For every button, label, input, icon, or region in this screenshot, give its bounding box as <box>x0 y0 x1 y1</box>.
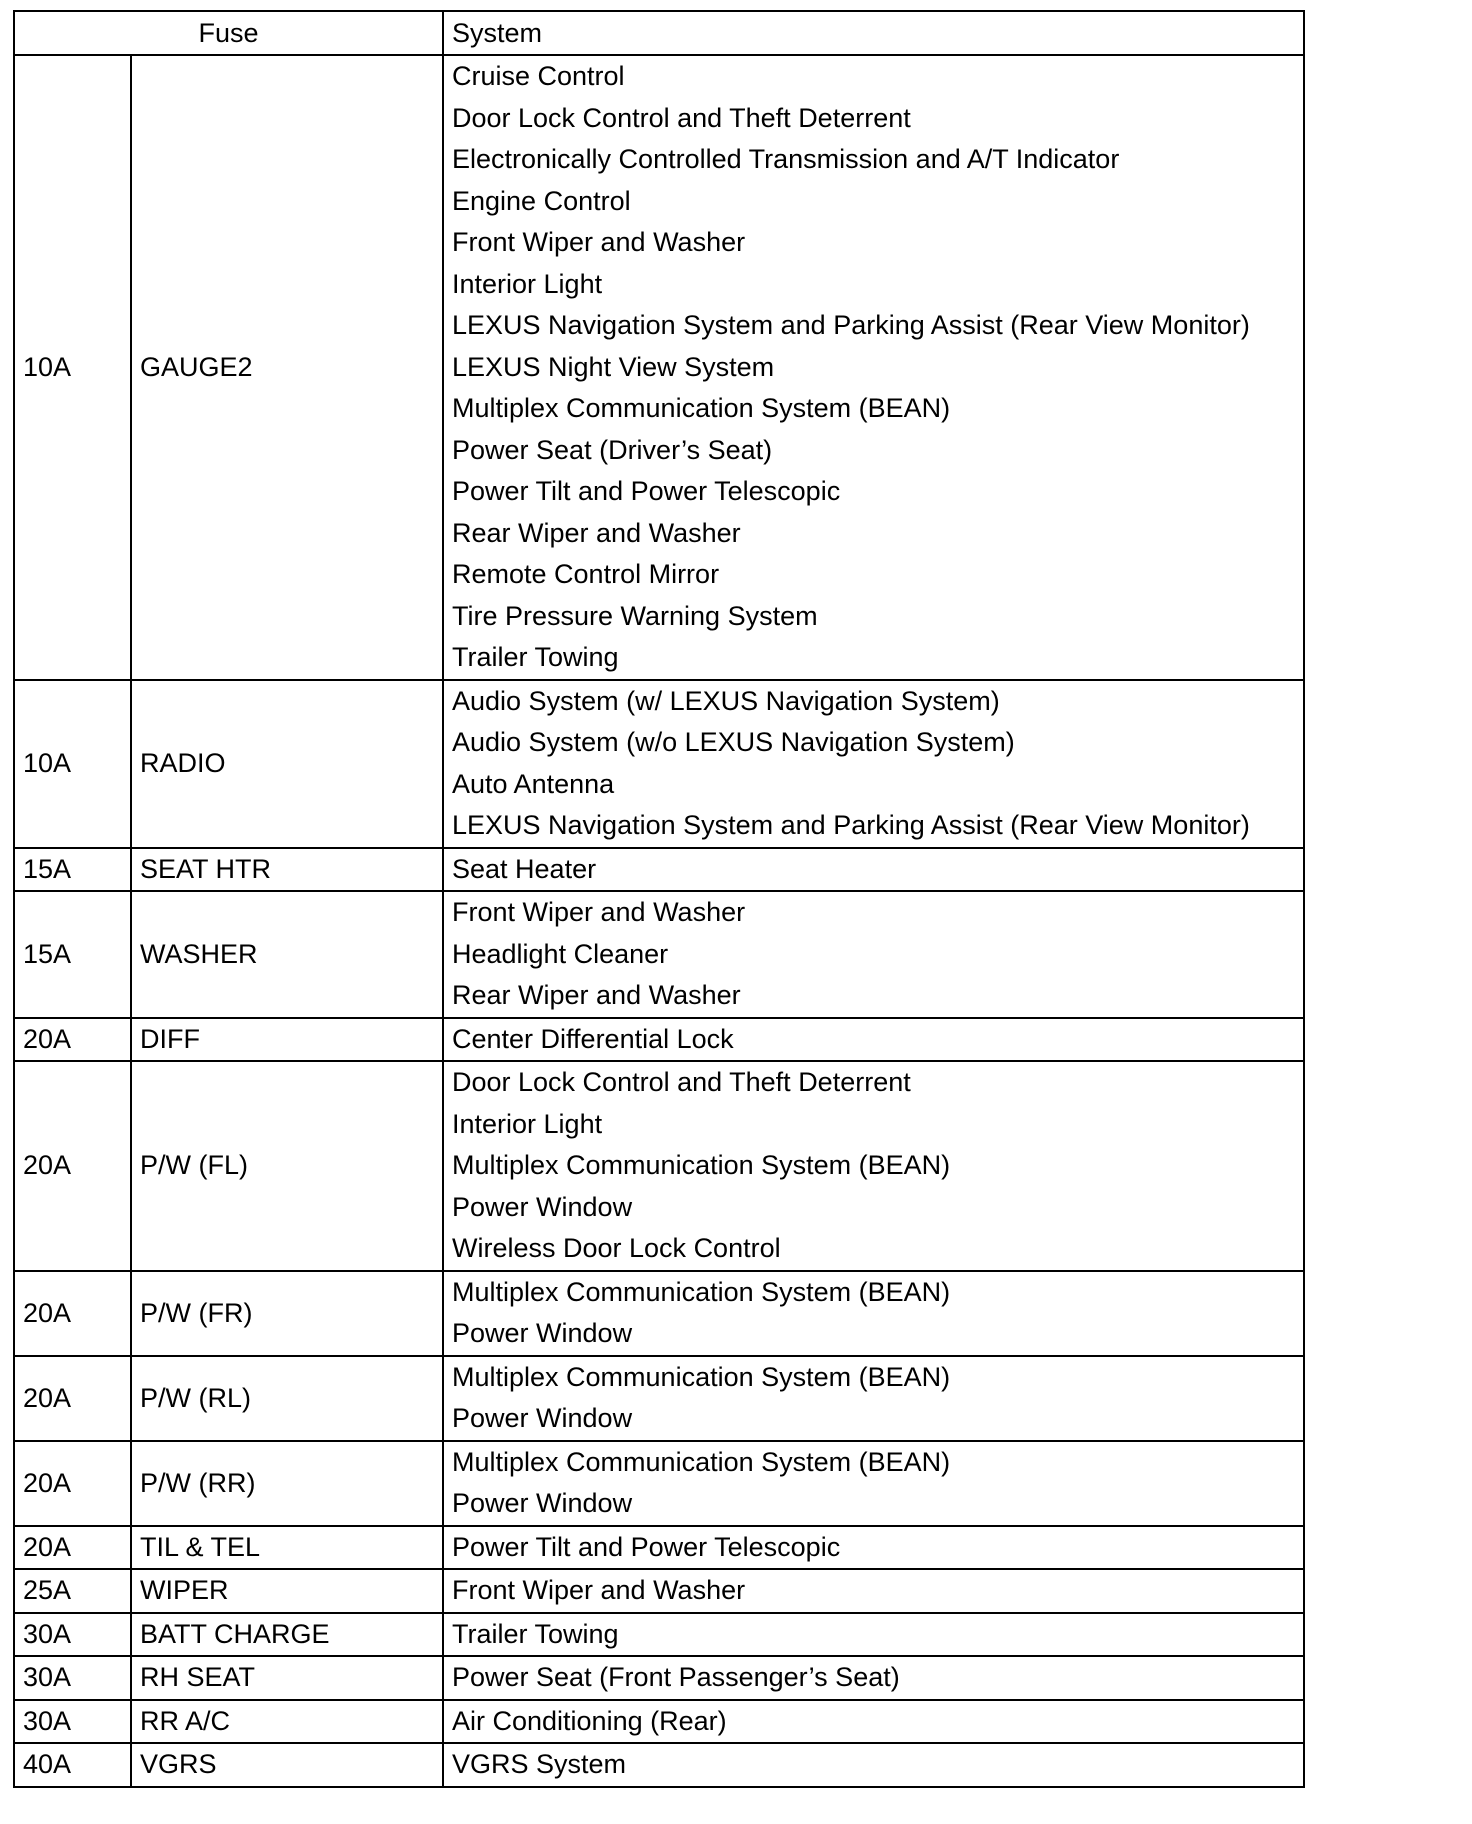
fuse-amperage: 20A <box>14 1018 131 1062</box>
fuse-amperage: 20A <box>14 1271 131 1356</box>
system-item: Tire Pressure Warning System <box>452 600 818 631</box>
fuse-table-body <box>14 55 1304 1787</box>
system-item: Multiplex Communication System (BEAN) <box>452 1361 951 1392</box>
system-item: Power Window <box>452 1318 633 1348</box>
fuse-systems <box>443 1061 1304 1271</box>
system-item: Door Lock Control and Theft Deterrent <box>452 1067 911 1097</box>
fuse-name: P/W (RR) <box>131 1441 443 1526</box>
system-item: Trailer Towing <box>452 1618 619 1649</box>
table-row <box>14 1061 1304 1271</box>
fuse-systems <box>443 1700 1304 1744</box>
system-item: Remote Control Mirror <box>452 559 720 589</box>
fuse-amperage: 15A <box>14 891 131 1018</box>
fuse-name: RR A/C <box>131 1700 443 1744</box>
system-item: Power Tilt and Power Telescopic <box>452 476 841 506</box>
system-item: Trailer Towing <box>452 642 619 672</box>
system-item: Power Seat (Driver’s Seat) <box>452 434 773 465</box>
system-item: Power Seat (Front Passenger’s Seat) <box>452 1662 900 1692</box>
system-item: Multiplex Communication System (BEAN) <box>452 1150 951 1180</box>
fuse-name: RADIO <box>131 680 443 848</box>
system-item: Multiplex Communication System (BEAN) <box>452 393 951 423</box>
fuse-name: WASHER <box>131 891 443 1018</box>
table-row <box>14 848 1304 892</box>
system-item: Engine Control <box>452 185 631 216</box>
fuse-amperage: 30A <box>14 1700 131 1744</box>
fuse-amperage: 25A <box>14 1569 131 1613</box>
table-row <box>14 1271 1304 1356</box>
fuse-systems <box>443 1018 1304 1062</box>
fuse-amperage: 20A <box>14 1441 131 1526</box>
fuse-amperage: 15A <box>14 848 131 892</box>
fuse-name: RH SEAT <box>131 1656 443 1700</box>
table-row <box>14 891 1304 1018</box>
fuse-systems <box>443 1613 1304 1657</box>
system-item: Rear Wiper and Washer <box>452 517 741 548</box>
table-row <box>14 1441 1304 1526</box>
table-row <box>14 55 1304 680</box>
fuse-systems <box>443 1569 1304 1613</box>
fuse-name: SEAT HTR <box>131 848 443 892</box>
fuse-amperage: 40A <box>14 1743 131 1787</box>
table-row <box>14 1743 1304 1787</box>
fuse-systems <box>443 680 1304 848</box>
system-item: Door Lock Control and Theft Deterrent <box>452 102 911 133</box>
system-item: Center Differential Lock <box>452 1023 734 1054</box>
header-fuse: Fuse <box>14 11 443 55</box>
system-item: Auto Antenna <box>452 768 615 799</box>
fuse-amperage: 10A <box>14 55 131 680</box>
table-row <box>14 680 1304 848</box>
header-system: System <box>443 11 1304 55</box>
fuse-amperage: 30A <box>14 1656 131 1700</box>
system-item: Front Wiper and Washer <box>452 227 746 257</box>
system-item: Air Conditioning (Rear) <box>452 1705 727 1736</box>
fuse-name: TIL & TEL <box>131 1526 443 1570</box>
system-item: Multiplex Communication System (BEAN) <box>452 1276 951 1307</box>
system-item: Cruise Control <box>452 61 625 91</box>
fuse-systems <box>443 55 1304 680</box>
fuse-name: P/W (RL) <box>131 1356 443 1441</box>
fuse-name: P/W (FL) <box>131 1061 443 1271</box>
system-item: Electronically Controlled Transmission and A/T Indicator <box>452 144 1120 174</box>
fuse-name: BATT CHARGE <box>131 1613 443 1657</box>
fuse-name: DIFF <box>131 1018 443 1062</box>
system-item: Headlight Cleaner <box>452 938 669 969</box>
fuse-name: VGRS <box>131 1743 443 1787</box>
system-item: Seat Heater <box>452 853 597 884</box>
fuse-name: GAUGE2 <box>131 55 443 680</box>
fuse-systems <box>443 1271 1304 1356</box>
system-item: Front Wiper and Washer <box>452 897 746 927</box>
fuse-systems <box>443 1356 1304 1441</box>
system-item: Wireless Door Lock Control <box>452 1233 781 1263</box>
system-item: Interior Light <box>452 1108 603 1139</box>
table-row <box>14 1356 1304 1441</box>
system-item: Power Window <box>452 1191 633 1222</box>
system-item: VGRS System <box>452 1749 627 1779</box>
system-item: Power Tilt and Power Telescopic <box>452 1531 841 1562</box>
fuse-systems <box>443 1526 1304 1570</box>
fuse-table <box>13 10 1305 1788</box>
system-item: Power Window <box>452 1403 633 1433</box>
fuse-name: WIPER <box>131 1569 443 1613</box>
system-item: LEXUS Navigation System and Parking Assist (Rear View Monitor) <box>452 310 1250 340</box>
table-row <box>14 1569 1304 1613</box>
system-item: LEXUS Navigation System and Parking Assist (Rear View Monitor) <box>452 810 1250 840</box>
fuse-systems <box>443 848 1304 892</box>
table-row <box>14 1018 1304 1062</box>
fuse-name: P/W (FR) <box>131 1271 443 1356</box>
header-row <box>14 11 1304 55</box>
system-item: Audio System (w/ LEXUS Navigation System) <box>452 685 1000 716</box>
system-item: Multiplex Communication System (BEAN) <box>452 1446 951 1477</box>
table-row <box>14 1700 1304 1744</box>
system-item: Power Window <box>452 1488 633 1518</box>
system-item: Front Wiper and Washer <box>452 1575 746 1605</box>
system-item: Audio System (w/o LEXUS Navigation System) <box>452 727 1015 757</box>
fuse-amperage: 20A <box>14 1356 131 1441</box>
fuse-amperage: 30A <box>14 1613 131 1657</box>
fuse-systems <box>443 891 1304 1018</box>
table-row <box>14 1613 1304 1657</box>
fuse-amperage: 20A <box>14 1061 131 1271</box>
fuse-amperage: 10A <box>14 680 131 848</box>
system-item: Rear Wiper and Washer <box>452 980 741 1010</box>
system-item: LEXUS Night View System <box>452 351 775 382</box>
fuse-systems <box>443 1743 1304 1787</box>
fuse-amperage: 20A <box>14 1526 131 1570</box>
fuse-systems <box>443 1656 1304 1700</box>
table-row <box>14 1526 1304 1570</box>
fuse-systems <box>443 1441 1304 1526</box>
system-item: Interior Light <box>452 268 603 299</box>
table-row <box>14 1656 1304 1700</box>
